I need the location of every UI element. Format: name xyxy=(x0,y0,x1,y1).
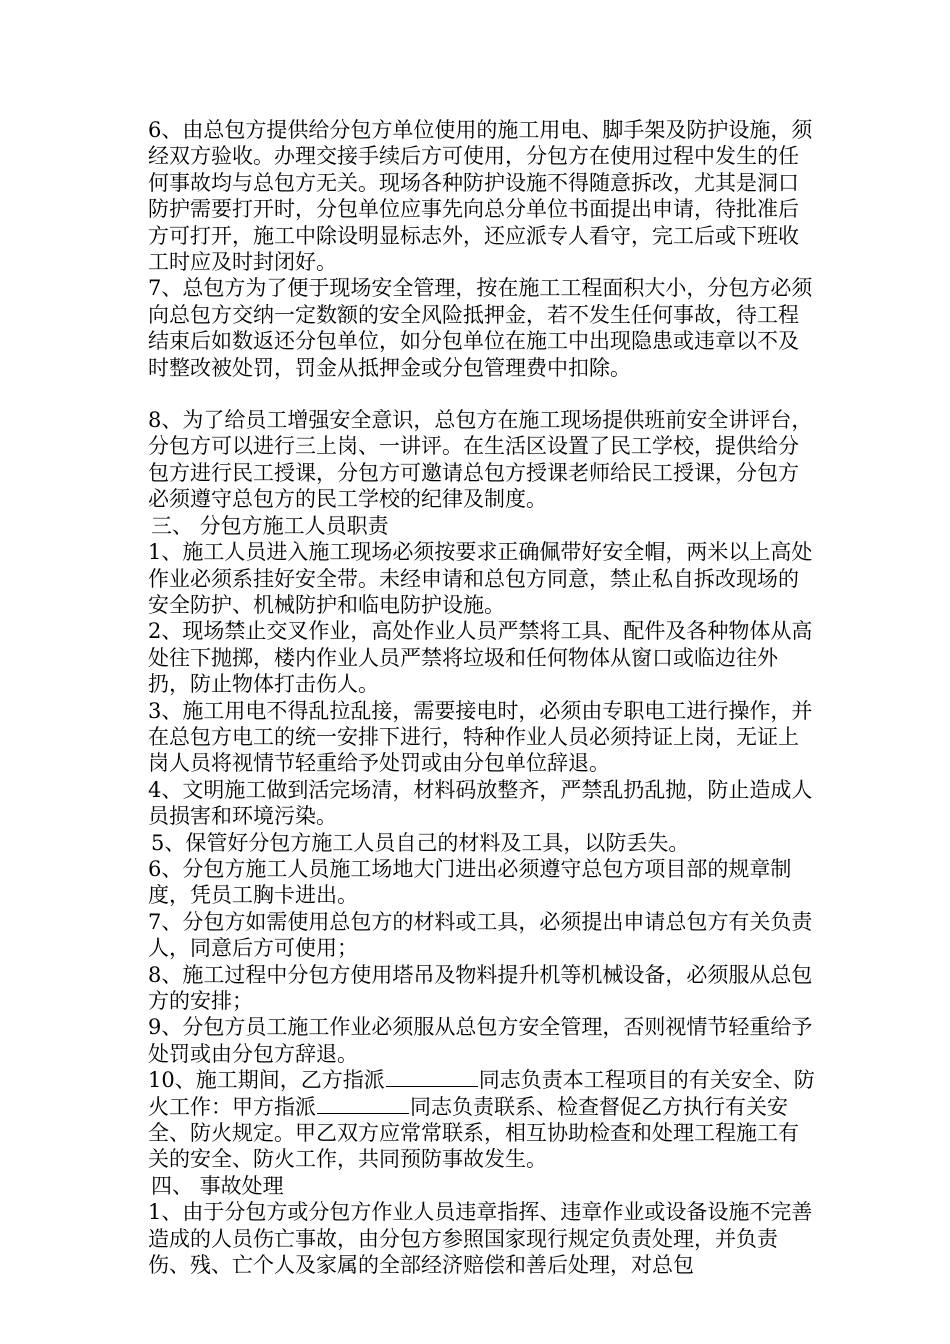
fill-in-blank-owner-name xyxy=(317,1095,409,1114)
paragraph-6: 6、由总包方提供给分包方单位使用的施工用电、脚手架及防护设施，须经双方验收。办理交接手续后方可使用，分包方在使用过程中发生的任何事故均与总包方无关。现场各种防护设施不得随意拆改，尤其是洞口防护需要打开时，分包单位应事先向总分单位书面提出申请，待批准后方可打开，施工中除设明显标志外，还应派专人看守，完工后或下班收工时应及时封闭好。 xyxy=(148,118,813,275)
duty-item-10 xyxy=(148,1067,816,1173)
fill-in-blank-contractor-name xyxy=(386,1068,478,1087)
duty-item-6: 6、分包方施工人员施工场地大门进出必须遵守总包方项目部的规章制度，凭员工胸卡进出。 xyxy=(148,856,792,908)
duty-item-9: 9、分包方员工施工作业必须服从总包方安全管理，否则视情节轻重给予处罚或由分包方辞退。 xyxy=(148,1015,813,1066)
document-body xyxy=(148,117,816,1278)
duty-item-1: 1、施工人员进入施工现场必须按要求正确佩带好安全帽，两米以上高处作业必须系挂好安全带。未经申请和总包方同意，禁止私自拆改现场的安全防护、机械防护和临电防护设施。 xyxy=(148,540,813,617)
section-heading-3: 三、 分包方施工人员职责 xyxy=(151,513,389,538)
duty-item-10-part-b: 同志负责本工程项目的有关安全、防火工作：甲方指派 xyxy=(148,1068,815,1119)
section-heading-4: 四、 事故处理 xyxy=(151,1173,284,1198)
paragraph-spacer xyxy=(148,381,816,407)
paragraph-7: 7、总包方为了便于现场安全管理，按在施工工程面积大小，分包方必须向总包方交纳一定数额的安全风险抵押金，若不发生任何事故，待工程结束后如数返还分包单位，如分包单位在施工中出现隐患或违章以不及时整改被处罚，罚金从抵押金或分包管理费中扣除。 xyxy=(148,276,813,380)
paragraph-8: 8、为了给员工增强安全意识，总包方在施工现场提供班前安全讲评台，分包方可以进行三上岗、一讲评。在生活区设置了民工学校，提供给分包方进行民工授课，分包方可邀请总包方授课老师给民工授课，分包方必须遵守总包方的民工学校的纪律及制度。 xyxy=(148,408,813,512)
duty-item-2: 2、现场禁止交叉作业，高处作业人员严禁将工具、配件及各种物体从高处往下抛掷，楼内作业人员严禁将垃圾和任何物体从窗口或临边往外扔，防止物体打击伤人。 xyxy=(148,619,813,697)
duty-item-5: 5、保管好分包方施工人员自己的材料及工具，以防丢失。 xyxy=(151,830,690,855)
duty-item-10-part-a: 10、施工期间，乙方指派 xyxy=(148,1068,385,1093)
duty-item-4: 4、文明施工做到活完场清，材料码放整齐，严禁乱扔乱抛，防止造成人员损害和环境污染。 xyxy=(148,777,813,829)
duty-item-3: 3、施工用电不得乱拉乱接，需要接电时，必须由专职电工进行操作，并在总包方电工的统一安排下进行，特种作业人员必须持证上岗，无证上岗人员将视情节轻重给予处罚或由分包单位辞退。 xyxy=(148,698,813,776)
accident-item-1: 1、由于分包方或分包方作业人员违章指挥、违章作业或设备设施不完善造成的人员伤亡事故，由分包方参照国家现行规定负责处理，并负责伤、残、亡个人及家属的全部经济赔偿和善后处理，对总包 xyxy=(148,1200,813,1278)
duty-item-10-part-c: 同志负责联系、检查督促乙方执行有关安全、防火规定。甲乙双方应常常联系，相互协助检查和处理工程施工有关的安全、防火工作，共同预防事故发生。 xyxy=(148,1094,799,1172)
duty-item-7: 7、分包方如需使用总包方的材料或工具，必须提出申请总包方有关负责人，同意后方可使用； xyxy=(148,909,813,961)
duty-item-8: 8、施工过程中分包方使用塔吊及物料提升机等机械设备，必须服从总包方的安排； xyxy=(148,962,813,1013)
